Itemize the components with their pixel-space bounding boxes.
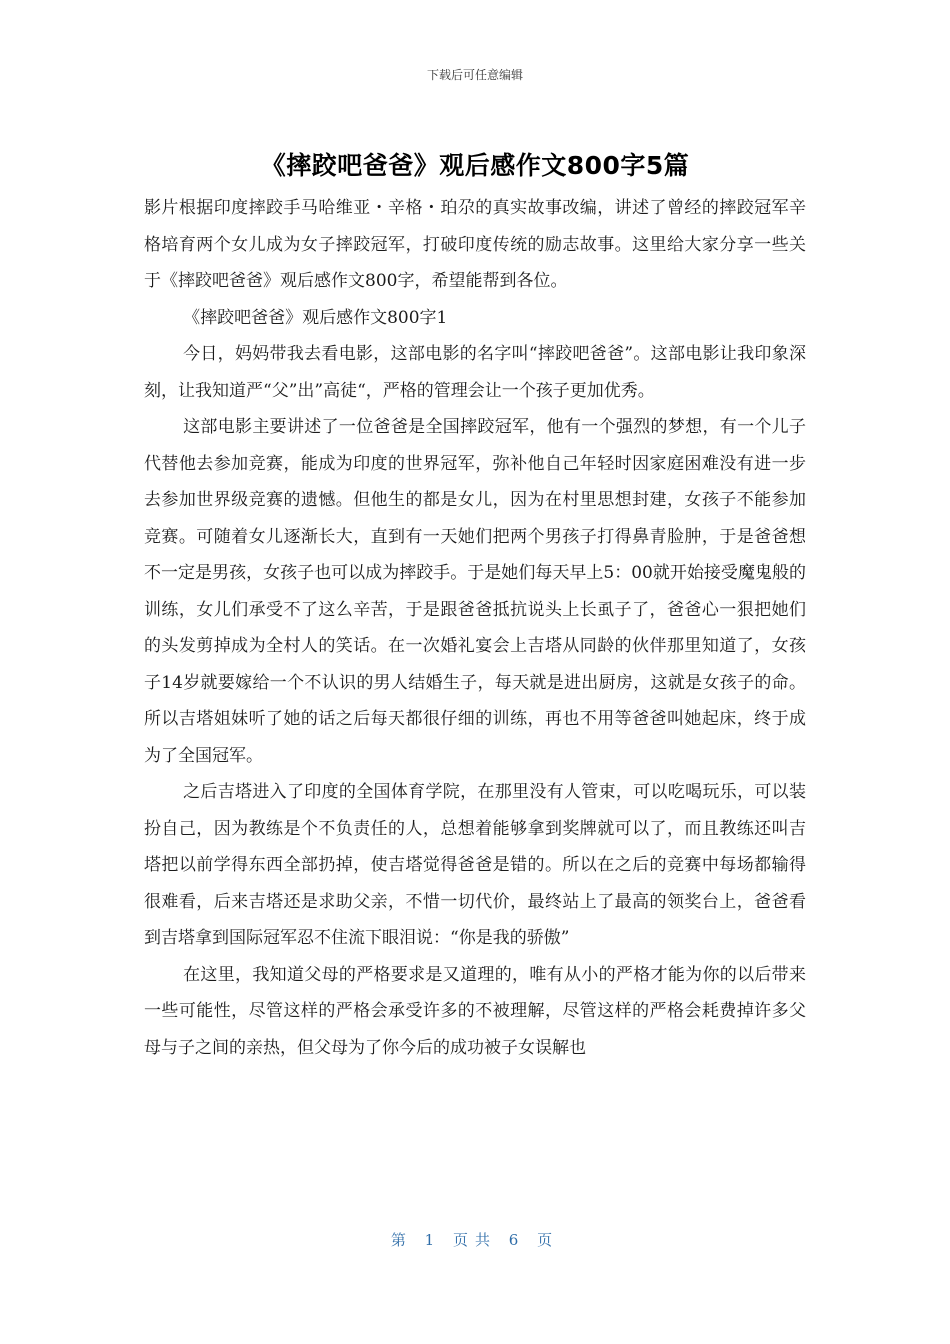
body-paragraph: 之后吉塔进入了印度的全国体育学院，在那里没有人管束，可以吃喝玩乐，可以装扮自己，因为教练是个不负责任的人，总想着能够拿到奖牌就可以了，而且教练还叫吉塔把以前学得东西全部扔掉，使吉塔觉得爸爸是错的。所以在之后的竞赛中每场都输得很难看，后来吉塔还是求助父亲，不惜一切代价，最终站上了最高的领奖台上，爸爸看到吉塔拿到国际冠军忍不住流下眼泪说：“你是我的骄傲” (144, 782, 806, 948)
header-note: 下载后可任意编辑 (426, 68, 523, 82)
body-paragraph: 这部电影主要讲述了一位爸爸是全国摔跤冠军，他有一个强烈的梦想，有一个儿子代替他去参加竞赛，能成为印度的世界冠军，弥补他自己年轻时因家庭困难没有进一步去参加世界级竞赛的遗憾。但他生的都是女儿，因为在村里思想封建，女孩子不能参加竞赛。可随着女儿逐渐长大，直到有一天她们把两个男孩子打得鼻青脸肿，于是爸爸想不一定是男孩，女孩子也可以成为摔跤手。于是她们每天早上5：00就开始接受魔鬼般的训练，女儿们承受不了这么辛苦，于是跟爸爸抵抗说头上长虱子了，爸爸心一狠把她们的头发剪掉成为全村人的笑话。在一次婚礼宴会上吉塔从同龄的伙伴那里知道了，女孩子14岁就要嫁给一个不认识的男人结婚生子，每天就是进出厨房，这就是女孩子的命。所以吉塔姐妹听了她的话之后每天都很仔细的训练，再也不用等爸爸叫她起床，终于成为了全国冠军。 (144, 417, 806, 766)
document-body (144, 190, 806, 1066)
body-paragraph: 今日，妈妈带我去看电影，这部电影的名字叫“摔跤吧爸爸”。这部电影让我印象深刻，让我知道严“父”出”高徒“，严格的管理会让一个孩子更加优秀。 (144, 344, 806, 401)
intro-paragraph: 影片根据印度摔跤手马哈维亚・辛格・珀尕的真实故事改编，讲述了曾经的摔跤冠军辛格培育两个女儿成为女子摔跤冠军，打破印度传统的励志故事。这里给大家分享一些关于《摔跤吧爸爸》观后感作文800字，希望能帮到各位。 (144, 198, 806, 291)
document-title: 《摔跤吧爸爸》观后感作文800字5篇 (260, 151, 690, 180)
page-indicator: 第 1 页共 6 页 (390, 1231, 560, 1249)
section-heading: 《摔跤吧爸爸》观后感作文800字1 (183, 307, 448, 328)
body-paragraph: 在这里，我知道父母的严格要求是又道理的，唯有从小的严格才能为你的以后带来一些可能性，尽管这样的严格会承受许多的不被理解，尽管这样的严格会耗费掉许多父母与子之间的亲热，但父母为了你今后的成功被子女误解也 (144, 964, 806, 1058)
